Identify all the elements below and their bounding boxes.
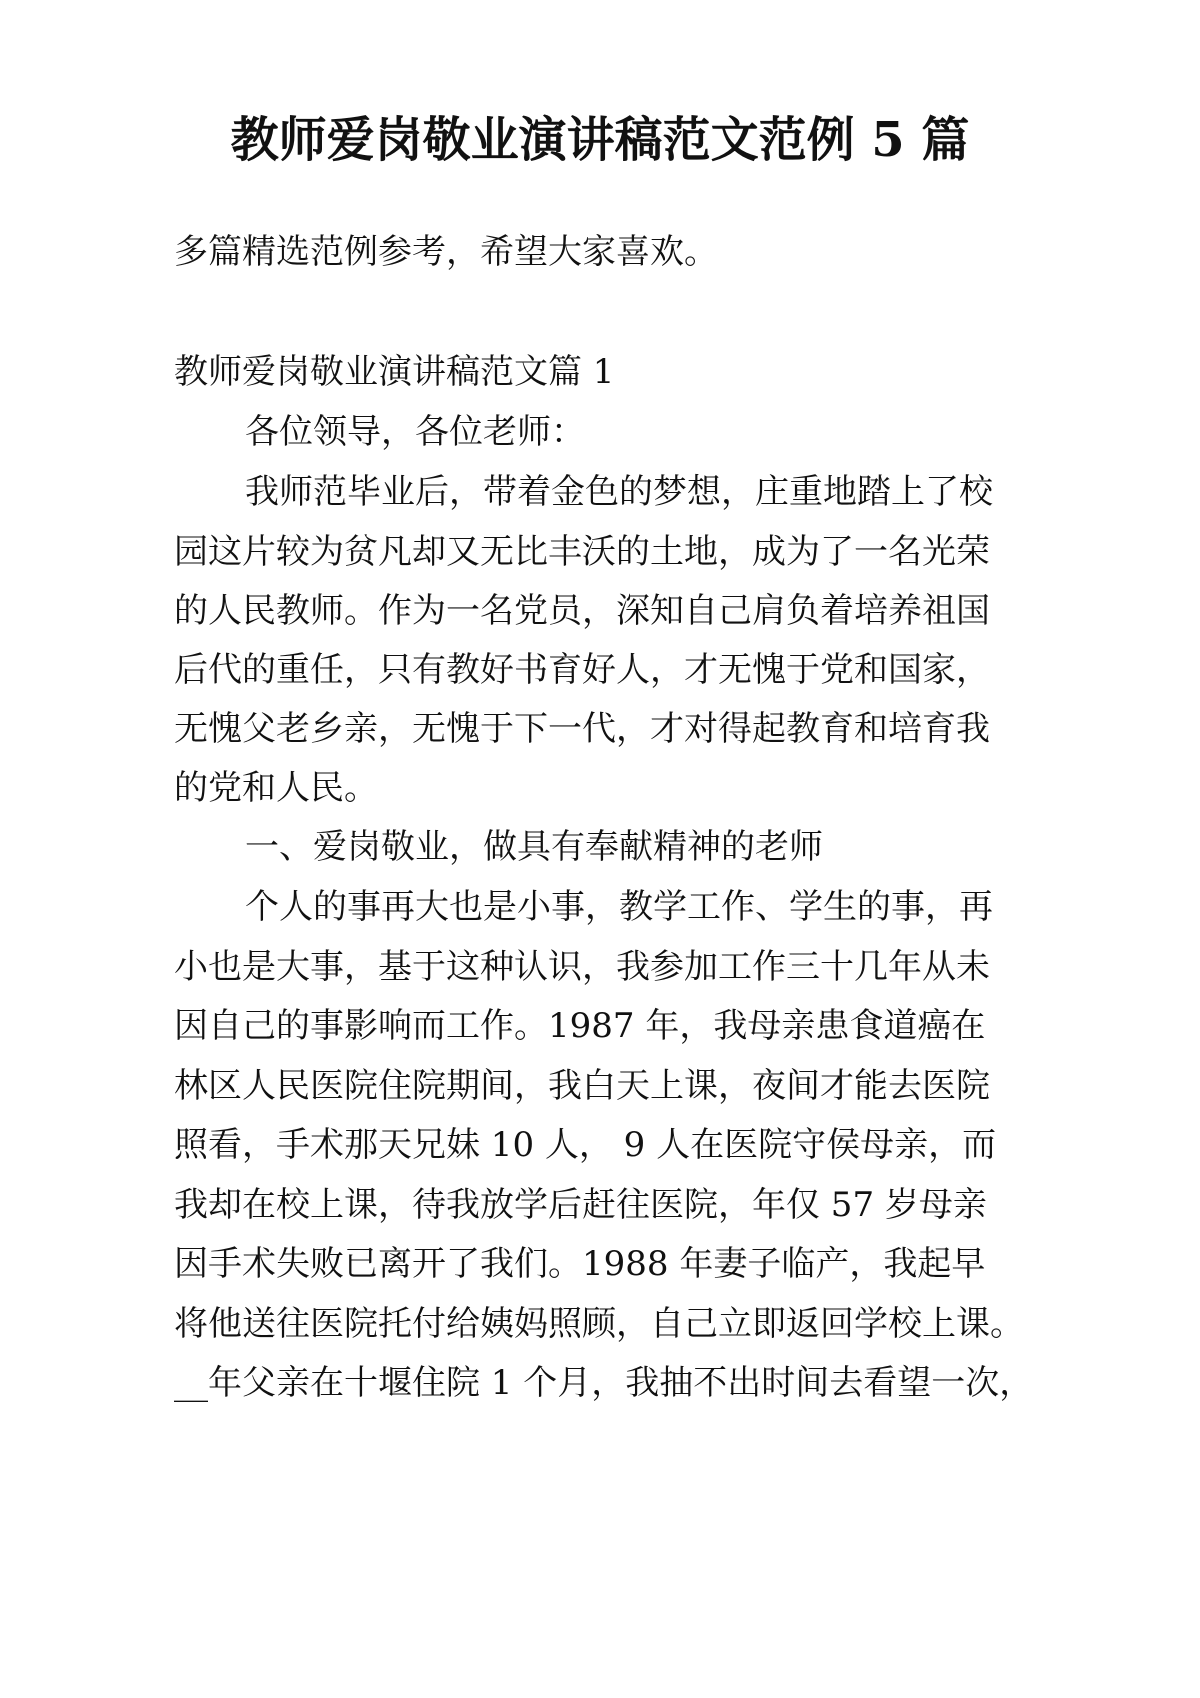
document-title: 教师爱岗敬业演讲稿范文范例 5 篇 bbox=[230, 112, 970, 168]
paragraph-line: 因自己的事影响而工作。1987 年，我母亲患食道癌在 bbox=[174, 1006, 986, 1046]
paragraph-line: 照看，手术那天兄妹 10 人， 9 人在医院守侯母亲，而 bbox=[174, 1125, 997, 1165]
paragraph-line: 我师范毕业后，带着金色的梦想，庄重地踏上了校 bbox=[245, 472, 993, 512]
paragraph-line: 小也是大事，基于这种认识，我参加工作三十几年从未 bbox=[174, 947, 990, 987]
paragraph-line: 园这片较为贫凡却又无比丰沃的土地，成为了一名光荣 bbox=[174, 532, 990, 572]
paragraph-line: 将他送往医院托付给姨妈照顾，自己立即返回学校上课。 bbox=[174, 1304, 1024, 1344]
paragraph-line: __年父亲在十堰住院 1 个月，我抽不出时间去看望一次， bbox=[174, 1363, 1034, 1403]
paragraph-line: 的党和人民。 bbox=[174, 768, 378, 808]
paragraph-line: 因手术失败已离开了我们。1988 年妻子临产，我起早 bbox=[174, 1244, 986, 1284]
paragraph-line: 林区人民医院住院期间，我白天上课，夜间才能去医院 bbox=[174, 1066, 990, 1106]
paragraph-line: 个人的事再大也是小事，教学工作、学生的事，再 bbox=[245, 887, 993, 927]
subheading: 一、爱岗敬业，做具有奉献精神的老师 bbox=[245, 827, 823, 867]
paragraph-line: 无愧父老乡亲，无愧于下一代，才对得起教育和培育我 bbox=[174, 709, 990, 749]
section-heading: 教师爱岗敬业演讲稿范文篇 1 bbox=[174, 352, 615, 392]
intro-text: 多篇精选范例参考，希望大家喜欢。 bbox=[174, 232, 718, 272]
paragraph-line: 我却在校上课，待我放学后赶往医院，年仅 57 岁母亲 bbox=[174, 1185, 987, 1225]
paragraph-line: 的人民教师。作为一名党员，深知自己肩负着培养祖国 bbox=[174, 591, 990, 631]
greeting: 各位领导，各位老师： bbox=[245, 412, 585, 452]
paragraph-line: 后代的重任，只有教好书育好人，才无愧于党和国家， bbox=[174, 650, 990, 690]
